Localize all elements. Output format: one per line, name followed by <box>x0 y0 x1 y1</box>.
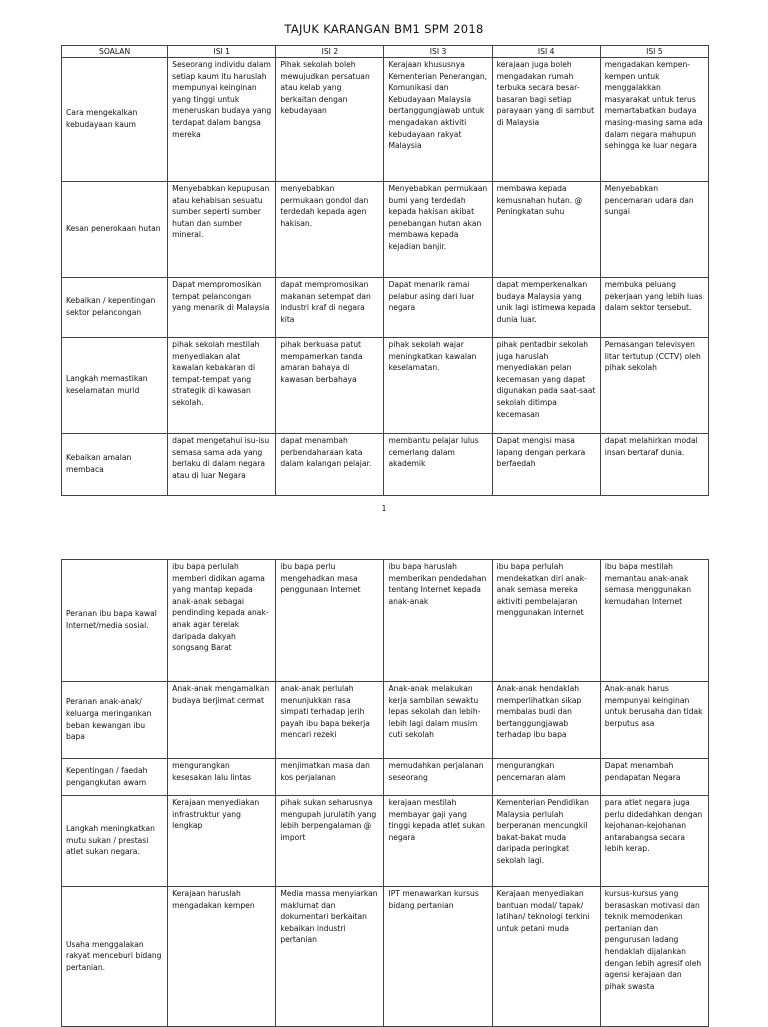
question-cell: Langkah memastikan keselamatan murid <box>62 338 168 434</box>
isi-cell: Anak-anak melakukan kerja sambilan sewaktu lepas sekolah dan lebih-lebih lagi dalam musim cuti sekolah <box>384 682 492 759</box>
page-title: TAJUK KARANGAN BM1 SPM 2018 <box>284 22 484 36</box>
question-cell: Peranan ibu bapa kawal Internet/media sosial. <box>62 560 168 682</box>
isi-cell: mengurangkan pencemaran alam <box>492 759 600 796</box>
isi-cell: Kerajaan haruslah mengadakan kempen <box>168 887 276 1027</box>
table-header-row <box>62 46 709 58</box>
isi-cell: ibu bapa haruslah memberikan pendedahan tentang Internet kepada anak-anak <box>384 560 492 682</box>
table-row <box>62 434 709 496</box>
isi-cell: Media massa menyiarkan maklumat dan dokumentari berkaitan kebaikan industri pertanian <box>276 887 384 1027</box>
isi-cell: dapat memperkenalkan budaya Malaysia yang unik lagi istimewa kepada dunia luar. <box>492 278 600 338</box>
isi-cell: ibu bapa perlu mengehadkan masa penggunaan Internet <box>276 560 384 682</box>
isi-cell: Kementerian Pendidikan Malaysia perlulah berperanan mencungkil bakat-bakat muda daripada peringkat sekolah lagi. <box>492 796 600 887</box>
isi-cell: ibu bapa perlulah mendekatkan diri anak-anak semasa mereka aktiviti pembelajaran menggunakan internet <box>492 560 600 682</box>
isi-cell: Dapat mengisi masa lapang dengan perkara berfaedah <box>492 434 600 496</box>
isi-cell: Kerajaan khususnya Kementerian Penerangan, Komunikasi dan Kebudayaan Malaysia bertanggungjawab untuk mengadakan aktiviti kebudayaan rakyat Malaysia <box>384 58 492 182</box>
isi-cell: ibu bapa perlulah memberi didikan agama yang mantap kepada anak-anak sebagai pendinding kepada anak-anak agar terelak daripada dakyah songsang Barat <box>168 560 276 682</box>
isi-cell: Kerajaan menyediakan infrastruktur yang lengkap <box>168 796 276 887</box>
question-cell: Cara mengekalkan kebudayaan kaum <box>62 58 168 182</box>
isi-cell: mengurangkan kesesakan lalu lintas <box>168 759 276 796</box>
isi-cell: mengadakan kempen-kempen untuk menggalakkan masyarakat untuk terus memartabatkan budaya masing-masing sama ada dalam negara mahupun sehingga ke luar negara <box>600 58 708 182</box>
isi-cell: dapat mempromosikan makanan setempat dan industri kraf di negara kita <box>276 278 384 338</box>
isi-cell: pihak sukan seharusnya mengupah jurulatih yang lebih berpengalaman @ import <box>276 796 384 887</box>
isi-cell: Anak-anak mengamalkan budaya berjimat cermat <box>168 682 276 759</box>
question-cell: Kebaikan / kepentingan sektor pelancongan <box>62 278 168 338</box>
header-isi-3: ISI 3 <box>384 46 492 58</box>
isi-cell: Seseorang individu dalam setiap kaum itu haruslah mempunyai keinginan yang tinggi untuk meneruskan budaya yang terdapat dalam bangsa mereka <box>168 58 276 182</box>
question-cell: Langkah meningkatkan mutu sukan / prestasi atlet sukan negara. <box>62 796 168 887</box>
content-table-2 <box>61 559 709 1027</box>
isi-cell: memudahkan perjalanan seseorang <box>384 759 492 796</box>
header-isi-2: ISI 2 <box>276 46 384 58</box>
isi-cell: menyebabkan permukaan gondol dan terdedah kepada agen hakisan. <box>276 182 384 278</box>
isi-cell: Dapat menarik ramai pelabur asing dari luar negara <box>384 278 492 338</box>
isi-cell: membantu pelajar lulus cemerlang dalam akademik <box>384 434 492 496</box>
isi-cell: kerajaan juga boleh mengadakan rumah terbuka secara besar-basaran bagi setiap parayaan yang di sambut di Malaysia <box>492 58 600 182</box>
table-row <box>62 338 709 434</box>
isi-cell: Dapat menambah pendapatan Negara <box>600 759 708 796</box>
isi-cell: menjimatkan masa dan kos perjalanan <box>276 759 384 796</box>
isi-cell: Menyebabkan kepupusan atau kehabisan sesuatu sumber seperti sumber hutan dan sumber mineral. <box>168 182 276 278</box>
isi-cell: Anak-anak harus mempunyai keinginan untuk berusaha dan tidak berputus asa <box>600 682 708 759</box>
isi-cell: dapat melahirkan modal insan bertaraf dunia. <box>600 434 708 496</box>
isi-cell: pihak sekolah wajar meningkatkan kawalan keselamatan. <box>384 338 492 434</box>
header-soalan: SOALAN <box>62 46 168 58</box>
isi-cell: Menyebabkan permukaan bumi yang terdedah kepada hakisan akibat penebangan hutan akan membawa kepada kejadian banjir. <box>384 182 492 278</box>
isi-cell: Pihak sekolah boleh mewujudkan persatuan atau kelab yang berkaitan dengan kebudayaan <box>276 58 384 182</box>
isi-cell: kerajaan mestilah membayar gaji yang tinggi kepada atlet sukan negara <box>384 796 492 887</box>
table-row <box>62 796 709 887</box>
isi-cell: Kerajaan menyediakan bantuan modal/ tapak/ latihan/ teknologi terkini untuk petani muda <box>492 887 600 1027</box>
header-isi-5: ISI 5 <box>600 46 708 58</box>
isi-cell: anak-anak perlulah menunjukkan rasa simpati terhadap jerih payah ibu bapa bekerja mencari rezeki <box>276 682 384 759</box>
page-number: 1 <box>381 504 387 513</box>
question-cell: Kesan penerokaan hutan <box>62 182 168 278</box>
question-cell: Usaha menggalakan rakyat menceburi bidang pertanian. <box>62 887 168 1027</box>
isi-cell: para atlet negara juga perlu didedahkan dengan kejohanan-kejohanan antarabangsa secara lebih kerap. <box>600 796 708 887</box>
isi-cell: kursus-kursus yang berasaskan motivasi dan teknik memodenkan pertanian dan pengurusan ladang hendaklah dijalankan dengan lebih agresif oleh agensi kerajaan dan pihak swasta <box>600 887 708 1027</box>
isi-cell: Pemasangan televisyen litar tertutup (CCTV) oleh pihak sekolah <box>600 338 708 434</box>
isi-cell: ibu bapa mestilah memantau anak-anak semasa menggunakan kemudahan Internet <box>600 560 708 682</box>
header-isi-4: ISI 4 <box>492 46 600 58</box>
table-row <box>62 278 709 338</box>
question-cell: Kepentingan / faedah pengangkutan awam <box>62 759 168 796</box>
isi-cell: dapat mengetahui isu-isu semasa sama ada yang berlaku di dalam negara atau di luar Negara <box>168 434 276 496</box>
isi-cell: Dapat mempromosikan tempat pelancongan yang menarik di Malaysia <box>168 278 276 338</box>
isi-cell: pihak berkuasa patut mempamerkan tanda amaran bahaya di kawasan berbahaya <box>276 338 384 434</box>
isi-cell: Menyebabkan pencemaran udara dan sungai <box>600 182 708 278</box>
isi-cell: membuka peluang pekerjaan yang lebih luas dalam sektor tersebut. <box>600 278 708 338</box>
isi-cell: pihak sekolah mestilah menyediakan alat kawalan kebakaran di tempat-tempat yang strategik di kawasan sekolah. <box>168 338 276 434</box>
table-row <box>62 182 709 278</box>
content-table-1 <box>61 45 709 496</box>
table-row <box>62 887 709 1027</box>
isi-cell: dapat menambah perbendaharaan kata dalam kalangan pelajar. <box>276 434 384 496</box>
isi-cell: pihak pentadbir sekolah juga haruslah menyediakan pelan kecemasan yang dapat digunakan pada saat-saat sekolah ditimpa kecemasan <box>492 338 600 434</box>
isi-cell: membawa kepada kemusnahan hutan. @ Peningkatan suhu <box>492 182 600 278</box>
question-cell: Peranan anak-anak/ keluarga meringankan beban kewangan ibu bapa <box>62 682 168 759</box>
table-row <box>62 560 709 682</box>
table-row <box>62 759 709 796</box>
isi-cell: IPT menawarkan kursus bidang pertanian <box>384 887 492 1027</box>
isi-cell: Anak-anak hendaklah memperlihatkan sikap membalas budi dan bertanggungjawab terhadap ibu bapa <box>492 682 600 759</box>
header-isi-1: ISI 1 <box>168 46 276 58</box>
table-row <box>62 682 709 759</box>
question-cell: Kebaikan amalan membaca <box>62 434 168 496</box>
table-row <box>62 58 709 182</box>
